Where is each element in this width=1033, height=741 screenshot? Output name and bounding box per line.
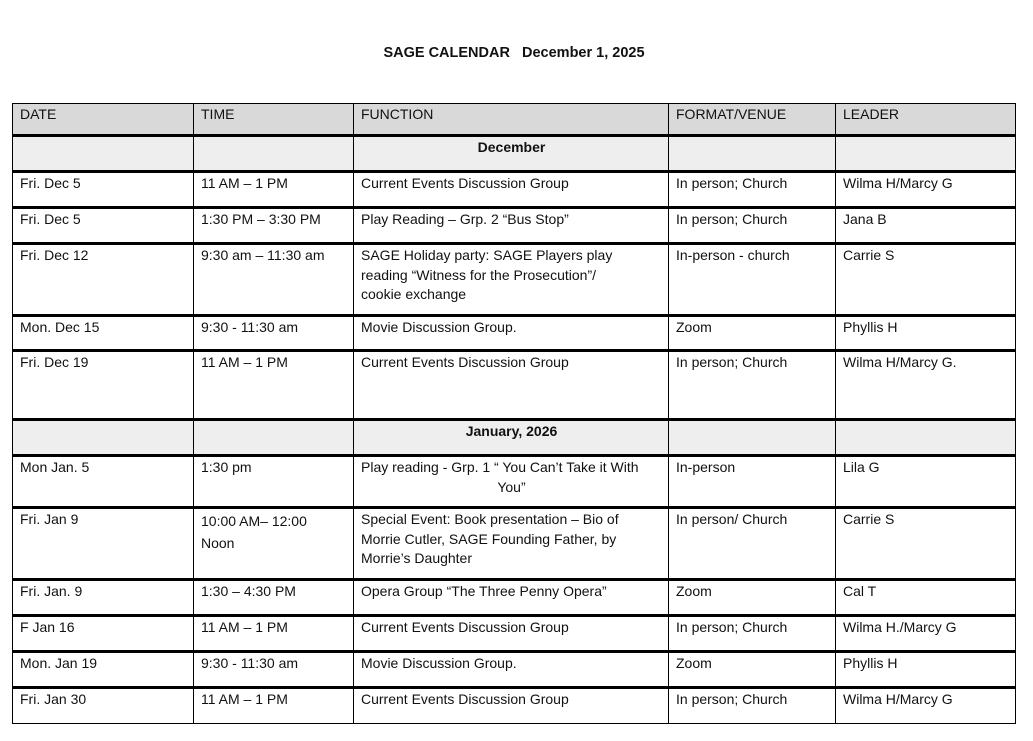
table-row xyxy=(13,688,1016,724)
cell-format: In-person - church xyxy=(669,244,836,316)
cell-time xyxy=(194,508,354,580)
cell-time: 9:30 - 11:30 am xyxy=(194,652,354,688)
cell-date: Fri. Dec 5 xyxy=(13,172,194,208)
header-function: FUNCTION xyxy=(354,104,669,136)
cell-function-line: Play reading - Grp. 1 “ You Can’t Take it With xyxy=(361,459,639,475)
cell-function-line: You” xyxy=(497,478,526,495)
header-format-venue: FORMAT/VENUE xyxy=(669,104,836,136)
table-row xyxy=(13,456,1016,508)
table-row xyxy=(13,208,1016,244)
cell-date: Fri. Jan. 9 xyxy=(13,580,194,616)
header-date: DATE xyxy=(13,104,194,136)
cell-format: In person; Church xyxy=(669,616,836,652)
cell-time-line: 10:00 AM– 12:00 xyxy=(201,513,307,529)
table-row xyxy=(13,351,1016,420)
cell-time: 1:30 pm xyxy=(194,456,354,508)
table-header-row xyxy=(13,104,1016,136)
header-leader: LEADER xyxy=(836,104,1016,136)
cell-leader: Wilma H/Marcy G xyxy=(836,688,1016,724)
cell-leader: Cal T xyxy=(836,580,1016,616)
cell-function: Current Events Discussion Group xyxy=(354,616,669,652)
cell-leader: Wilma H/Marcy G xyxy=(836,172,1016,208)
cell-time: 1:30 PM – 3:30 PM xyxy=(194,208,354,244)
cell-function: Movie Discussion Group. xyxy=(354,652,669,688)
cell-function: Current Events Discussion Group xyxy=(354,688,669,724)
cell-function: Current Events Discussion Group xyxy=(354,172,669,208)
cell-format: In person/ Church xyxy=(669,508,836,580)
cell-function xyxy=(354,508,669,580)
table-row xyxy=(13,508,1016,580)
cell-time: 11 AM – 1 PM xyxy=(194,688,354,724)
cell-leader: Lila G xyxy=(836,456,1016,508)
cell-time-line: Noon xyxy=(201,535,235,551)
cell-function: Opera Group “The Three Penny Opera” xyxy=(354,580,669,616)
cell-format: In person; Church xyxy=(669,172,836,208)
calendar-table xyxy=(12,103,1016,724)
cell-leader: Phyllis H xyxy=(836,652,1016,688)
section-label: December xyxy=(354,136,669,172)
cell-date: Mon Jan. 5 xyxy=(13,456,194,508)
table-row xyxy=(13,316,1016,351)
cell-format: Zoom xyxy=(669,652,836,688)
cell-function xyxy=(354,456,669,508)
cell-leader: Carrie S xyxy=(836,244,1016,316)
section-row-december xyxy=(13,136,1016,172)
cell-time: 1:30 – 4:30 PM xyxy=(194,580,354,616)
cell-function xyxy=(354,244,669,316)
cell-date: Fri. Dec 5 xyxy=(13,208,194,244)
cell-time: 11 AM – 1 PM xyxy=(194,616,354,652)
page-title: SAGE CALENDAR December 1, 2025 xyxy=(383,45,645,61)
cell-format: In person; Church xyxy=(669,208,836,244)
cell-date: Mon. Dec 15 xyxy=(13,316,194,351)
cell-function-line: cookie exchange xyxy=(361,286,467,302)
cell-time: 9:30 am – 11:30 am xyxy=(194,244,354,316)
cell-date: Fri. Dec 12 xyxy=(13,244,194,316)
cell-leader: Wilma H./Marcy G xyxy=(836,616,1016,652)
cell-function-line: Special Event: Book presentation – Bio of xyxy=(361,511,619,527)
table-row xyxy=(13,652,1016,688)
table-row xyxy=(13,244,1016,316)
cell-time: 11 AM – 1 PM xyxy=(194,172,354,208)
header-time: TIME xyxy=(194,104,354,136)
cell-time: 9:30 - 11:30 am xyxy=(194,316,354,351)
cell-leader: Wilma H/Marcy G. xyxy=(836,351,1016,420)
cell-format: Zoom xyxy=(669,580,836,616)
cell-format: In person; Church xyxy=(669,688,836,724)
table-row xyxy=(13,580,1016,616)
cell-leader: Phyllis H xyxy=(836,316,1016,351)
cell-function-line: reading “Witness for the Prosecution”/ xyxy=(361,266,596,283)
cell-leader: Carrie S xyxy=(836,508,1016,580)
cell-format: In person; Church xyxy=(669,351,836,420)
cell-function: Movie Discussion Group. xyxy=(354,316,669,351)
cell-leader: Jana B xyxy=(836,208,1016,244)
cell-date: Fri. Jan 30 xyxy=(13,688,194,724)
cell-time: 11 AM – 1 PM xyxy=(194,351,354,420)
section-label: January, 2026 xyxy=(354,420,669,456)
cell-function: Play Reading – Grp. 2 “Bus Stop” xyxy=(354,208,669,244)
cell-function-line: Morrie’s Daughter xyxy=(361,550,473,566)
table-row xyxy=(13,172,1016,208)
cell-date: Mon. Jan 19 xyxy=(13,652,194,688)
cell-date: Fri. Dec 19 xyxy=(13,351,194,420)
cell-function: Current Events Discussion Group xyxy=(354,351,669,420)
table-row xyxy=(13,616,1016,652)
cell-date: F Jan 16 xyxy=(13,616,194,652)
cell-date: Fri. Jan 9 xyxy=(13,508,194,580)
cell-format: In-person xyxy=(669,456,836,508)
cell-format: Zoom xyxy=(669,316,836,351)
cell-function-line: Morrie Cutler, SAGE Founding Father, by xyxy=(361,530,617,547)
section-row-january xyxy=(13,420,1016,456)
cell-function-line: SAGE Holiday party: SAGE Players play xyxy=(361,247,613,263)
